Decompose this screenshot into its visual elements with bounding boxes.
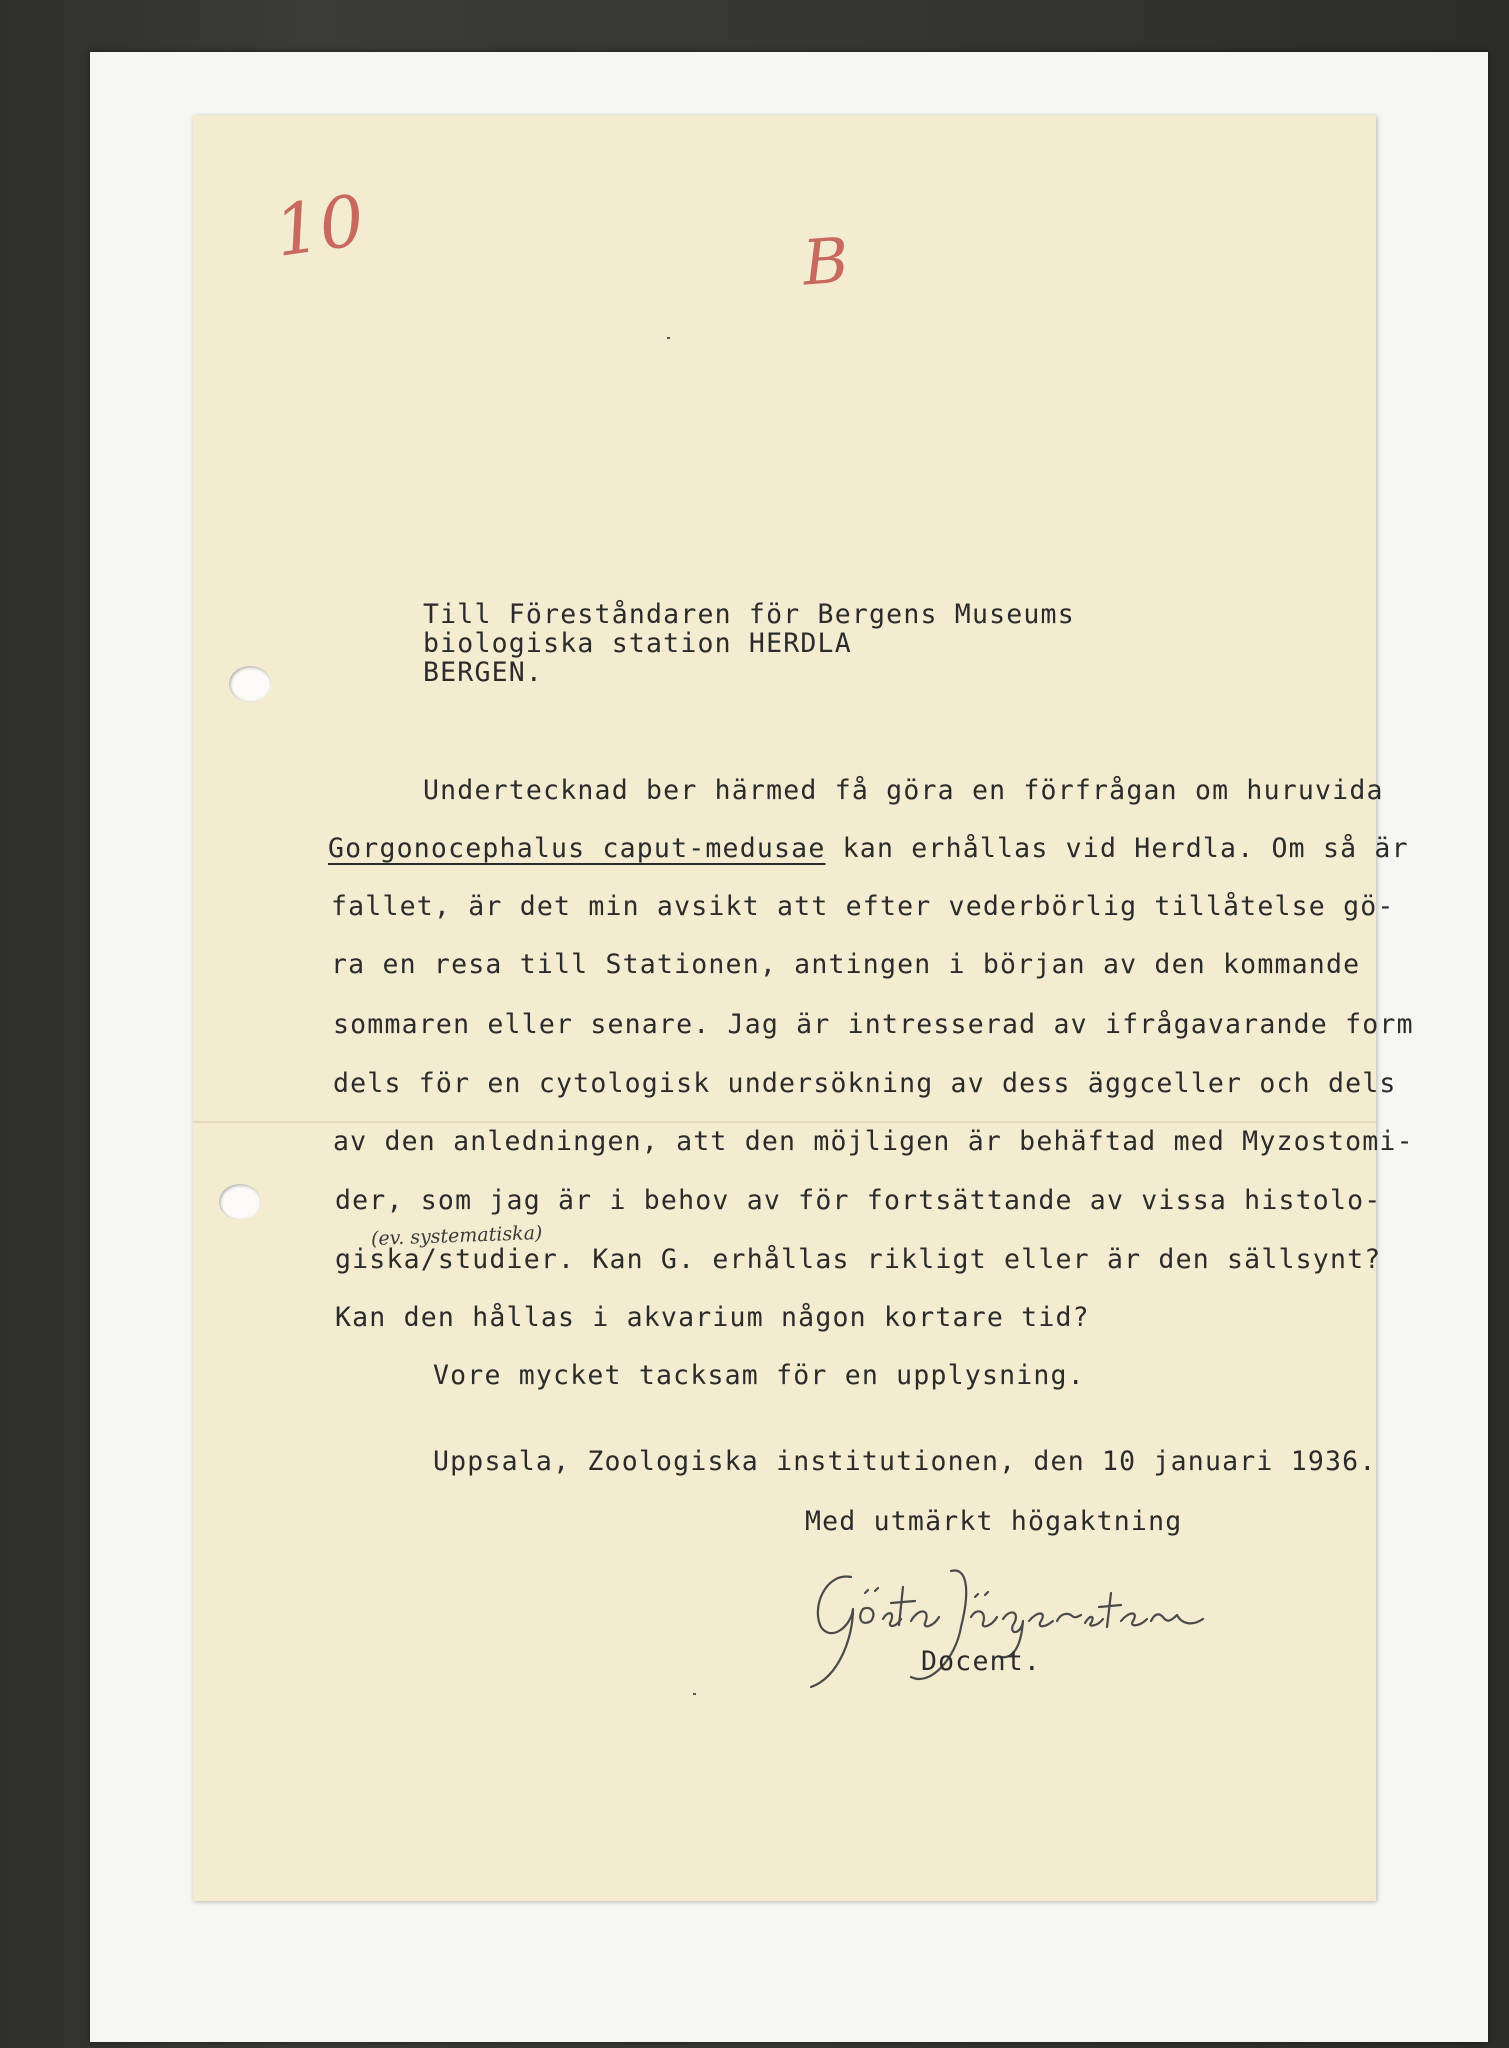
body-line-11: Vore mycket tacksam för en upplysning. xyxy=(433,1360,1085,1391)
body-line-9: giska/studier. Kan G. erhållas rikligt eller är den sällsynt? xyxy=(335,1244,1382,1275)
body-line-6: dels för en cytologisk undersökning av dess äggceller och dels xyxy=(333,1068,1397,1099)
body-line-7: av den anledningen, att den möjligen är behäftad med Myzostomi- xyxy=(333,1126,1414,1157)
salutation: Med utmärkt högaktning xyxy=(805,1506,1183,1537)
body-line-8: der, som jag är i behov av för fortsättande av vissa histolo- xyxy=(335,1185,1382,1216)
body-line-10: Kan den hållas i akvarium någon kortare tid? xyxy=(335,1302,1090,1333)
body-line-2-rest: kan erhållas vid Herdla. Om så är xyxy=(825,833,1409,864)
body-line-2 xyxy=(328,834,1409,864)
letter-sheet xyxy=(193,115,1414,1901)
signer-title: Docent. xyxy=(921,1646,1042,1677)
body-line-5: sommaren eller senare. Jag är intresserad av ifrågavarande form xyxy=(333,1009,1414,1040)
handwritten-insertion: (ev. systematiska) xyxy=(370,1222,543,1250)
body-line-3: fallet, är det min avsikt att efter vederbörlig tillåtelse gö- xyxy=(331,891,1395,922)
address-line-3: BERGEN. xyxy=(423,657,544,688)
pencil-letter: B xyxy=(800,223,852,300)
address-line-2: biologiska station HERDLA xyxy=(423,628,852,659)
pencil-number: 10 xyxy=(269,179,370,273)
stray-mark-lower xyxy=(693,1693,696,1695)
species-name: Gorgonocephalus caput-medusae xyxy=(328,833,826,864)
fold-line xyxy=(193,1121,1376,1123)
body-line-1: Undertecknad ber härmed få göra en förfrågan om huruvida xyxy=(423,775,1384,806)
address-line-1: Till Föreståndaren för Bergens Museums xyxy=(423,599,1075,630)
place-and-date: Uppsala, Zoologiska institutionen, den 10 januari 1936. xyxy=(433,1446,1377,1477)
stray-mark xyxy=(667,337,670,339)
punch-hole-upper xyxy=(229,666,271,702)
body-line-4: ra en resa till Stationen, antingen i början av den kommande xyxy=(331,949,1361,980)
punch-hole-lower xyxy=(219,1184,261,1220)
